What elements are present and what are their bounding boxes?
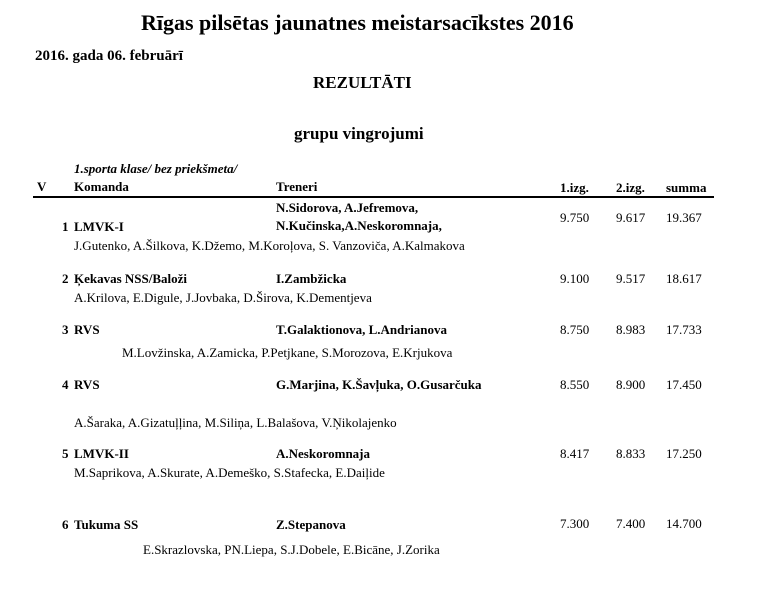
team-name: RVS bbox=[74, 377, 100, 392]
score-exercise2: 7.400 bbox=[616, 516, 646, 531]
column-header-coaches: Treneri bbox=[276, 179, 318, 194]
coaches: Z.Stepanova bbox=[276, 517, 346, 532]
score-total: 19.367 bbox=[666, 210, 702, 225]
score-exercise1: 8.550 bbox=[560, 377, 590, 392]
score-total: 18.617 bbox=[666, 271, 702, 286]
place: 1 bbox=[62, 219, 69, 234]
coaches: G.Marjina, K.Šavļuka, O.Gusarčuka bbox=[276, 377, 482, 392]
competition-date: 2016. gada 06. februārī bbox=[35, 48, 183, 64]
gymnasts: J.Gutenko, A.Šilkova, K.Džemo, M.Koroļova, S. Vanzoviča, A.Kalmakova bbox=[74, 238, 465, 253]
score-exercise2: 9.517 bbox=[616, 271, 646, 286]
gymnasts: A.Šaraka, A.Gizatuļļina, M.Siliņa, L.Balašova, V.Ņikolajenko bbox=[74, 415, 397, 430]
coaches: A.Neskoromnaja bbox=[276, 446, 371, 461]
score-total: 17.450 bbox=[666, 377, 702, 392]
place: 2 bbox=[62, 271, 69, 286]
score-total: 17.733 bbox=[666, 322, 702, 337]
score-exercise2: 8.983 bbox=[616, 322, 646, 337]
gymnasts: M.Saprikova, A.Skurate, A.Demeško, S.Stafecka, E.Daiļide bbox=[74, 465, 385, 480]
score-total: 17.250 bbox=[666, 446, 702, 461]
coaches: N.Kučinska,A.Neskoromnaja, bbox=[276, 218, 442, 233]
place: 5 bbox=[62, 446, 69, 461]
page-title: Rīgas pilsētas jaunatnes meistarsacīkstes 2016 bbox=[141, 10, 574, 35]
score-exercise1: 9.750 bbox=[560, 210, 590, 225]
score-exercise1: 9.100 bbox=[560, 271, 590, 286]
event-title: grupu vingrojumi bbox=[294, 124, 424, 143]
column-header-exercise1: 1.izg. bbox=[560, 180, 589, 195]
score-exercise2: 8.833 bbox=[616, 446, 646, 461]
column-header-total: summa bbox=[666, 180, 707, 195]
coaches: I.Zambžicka bbox=[276, 271, 347, 286]
team-name: Tukuma SS bbox=[74, 517, 139, 532]
gymnasts: A.Krilova, E.Digule, J.Jovbaka, D.Širova, K.Dementjeva bbox=[74, 290, 372, 305]
score-exercise1: 7.300 bbox=[560, 516, 590, 531]
team-name: LMVK-II bbox=[74, 446, 129, 461]
gymnasts: E.Skrazlovska, PN.Liepa, S.J.Dobele, E.Bicāne, J.Zorika bbox=[143, 542, 440, 557]
column-header-exercise2: 2.izg. bbox=[616, 180, 645, 195]
score-total: 14.700 bbox=[666, 516, 702, 531]
team-name: LMVK-I bbox=[74, 219, 124, 234]
column-header-team: Komanda bbox=[74, 179, 129, 194]
score-exercise2: 9.617 bbox=[616, 210, 646, 225]
category-label: 1.sporta klase/ bez priekšmeta/ bbox=[74, 161, 238, 176]
section-title: REZULTĀTI bbox=[313, 73, 412, 92]
place: 4 bbox=[62, 377, 69, 392]
gymnasts: M.Lovžinska, A.Zamicka, P.Petjkane, S.Morozova, E.Krjukova bbox=[122, 345, 453, 360]
coaches: N.Sidorova, A.Jefremova, bbox=[276, 200, 419, 215]
column-header-place: V bbox=[37, 179, 47, 194]
header-divider bbox=[33, 196, 714, 198]
score-exercise1: 8.417 bbox=[560, 446, 590, 461]
score-exercise1: 8.750 bbox=[560, 322, 590, 337]
coaches: T.Galaktionova, L.Andrianova bbox=[276, 322, 447, 337]
place: 3 bbox=[62, 322, 69, 337]
score-exercise2: 8.900 bbox=[616, 377, 646, 392]
place: 6 bbox=[62, 517, 69, 532]
team-name: Ķekavas NSS/Baloži bbox=[74, 271, 188, 286]
team-name: RVS bbox=[74, 322, 100, 337]
